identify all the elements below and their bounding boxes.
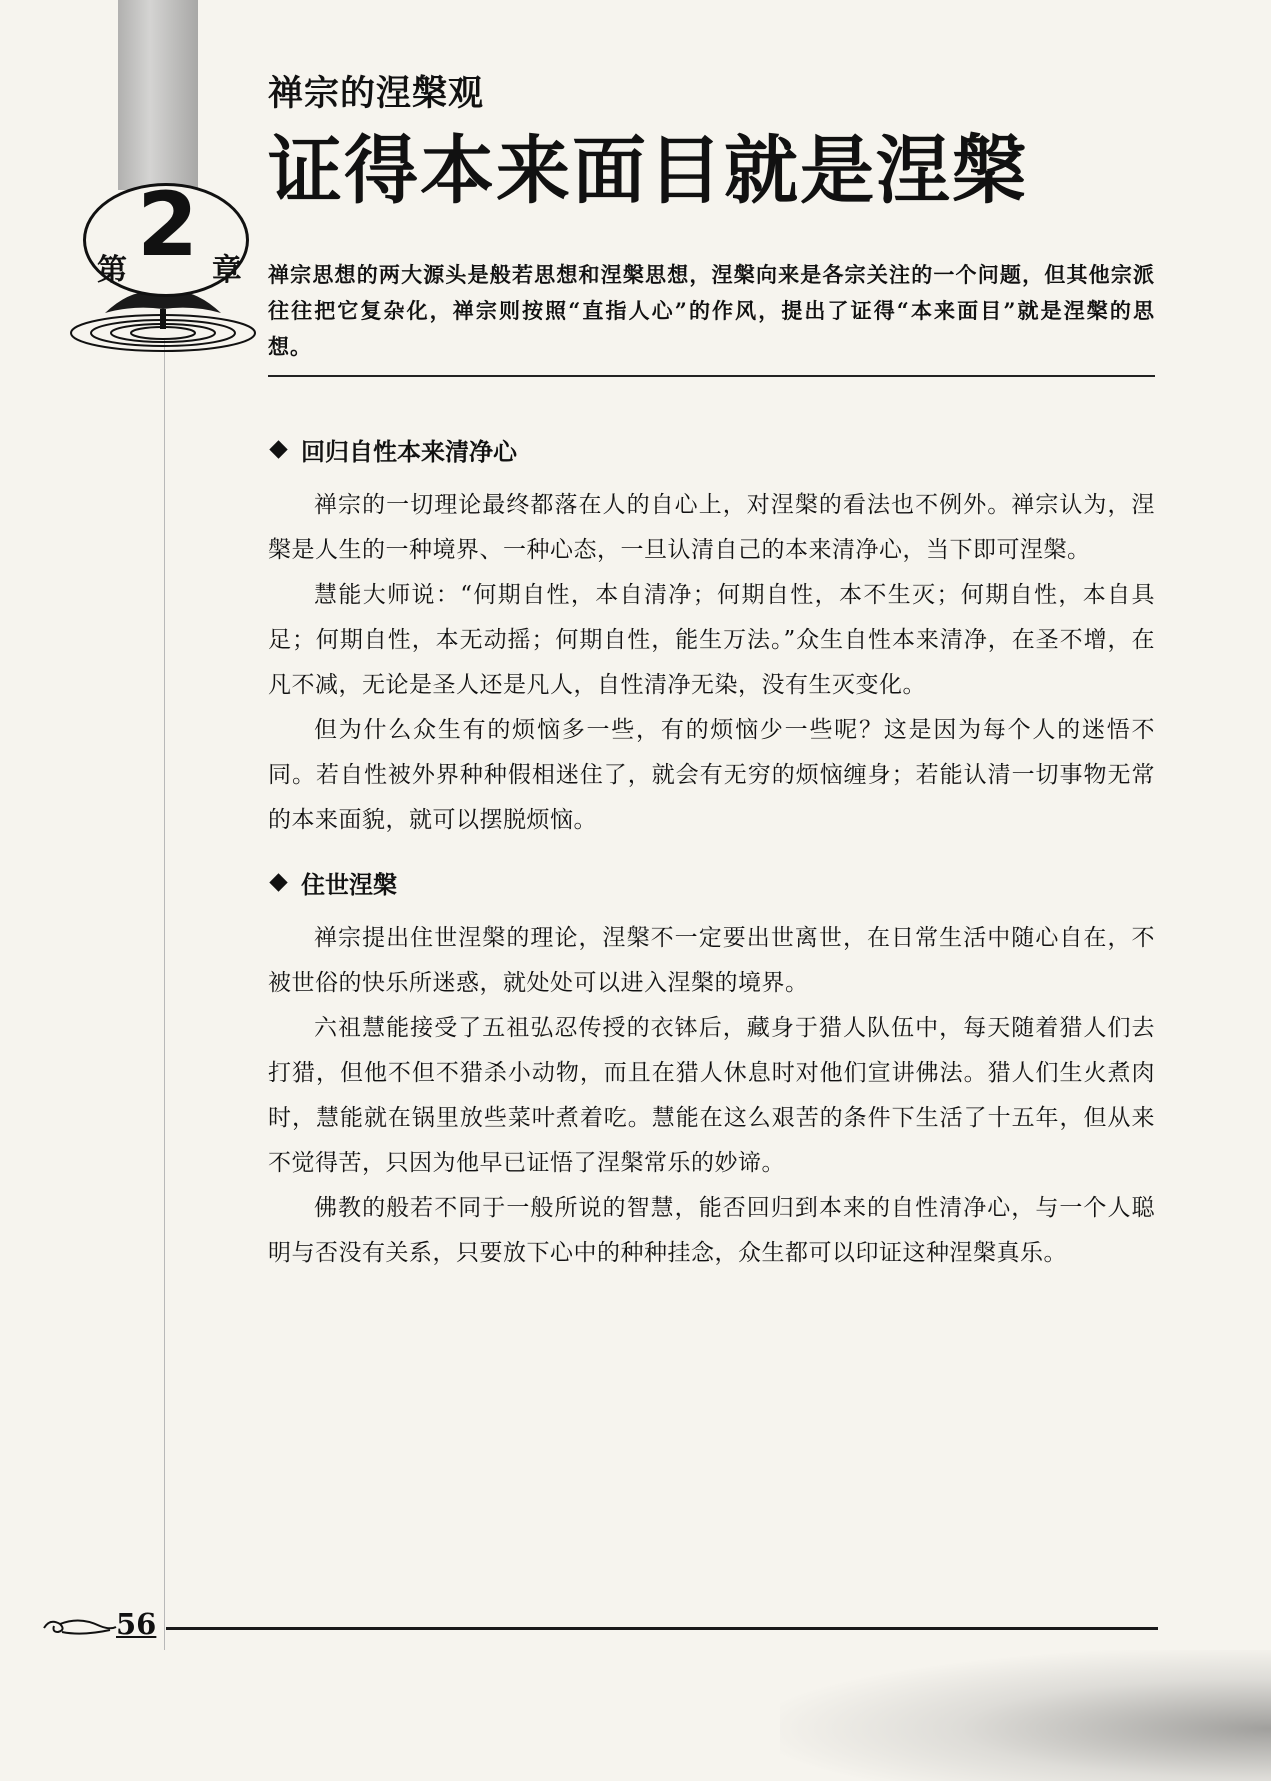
section-heading — [268, 865, 1155, 900]
paragraph: 六祖慧能接受了五祖弘忍传授的衣钵后，藏身于猎人队伍中，每天随着猎人们去打猎，但他不但不猎杀小动物，而且在猎人休息时对他们宣讲佛法。猎人们生火煮肉时，慧能就在锅里放些菜叶煮着吃。慧能在这么艰苦的条件下生活了十五年，但从来不觉得苦，只因为他早已证悟了涅槃常乐的妙谛。 — [268, 1015, 1155, 1176]
body-text — [268, 432, 1155, 1276]
paragraph: 佛教的般若不同于一般所说的智慧，能否回归到本来的自性清净心，与一个人聪明与否没有关系，只要放下心中的种种挂念，众生都可以印证这种涅槃真乐。 — [268, 1195, 1155, 1266]
paragraph: 慧能大师说：“何期自性，本自清净；何期自性，本不生灭；何期自性，本自具足；何期自性，本无动摇；何期自性，能生万法。”众生自性本来清净，在圣不增，在凡不减，无论是圣人还是凡人，自性清净无染，没有生灭变化。 — [268, 582, 1155, 698]
chapter-suffix: 章 — [212, 253, 242, 288]
paragraph: 但为什么众生有的烦恼多一些，有的烦恼少一些呢？这是因为每个人的迷悟不同。若自性被外界种种假相迷住了，就会有无穷的烦恼缠身；若能认清一切事物无常的本来面貌，就可以摆脱烦恼。 — [268, 717, 1155, 833]
chapter-subtitle: 禅宗的涅槃观 — [268, 73, 485, 114]
scan-shadow — [780, 1650, 1271, 1781]
footer-divider — [166, 1627, 1158, 1630]
chapter-title: 证得本来面目就是涅槃 — [268, 128, 1028, 214]
page-number: 56 — [116, 1607, 157, 1641]
section-heading-text: 住世涅槃 — [301, 871, 397, 899]
diamond-bullet-icon — [269, 873, 287, 891]
diamond-bullet-icon — [269, 440, 287, 458]
margin-decoration — [118, 0, 198, 190]
chapter-intro: 禅宗思想的两大源头是般若思想和涅槃思想，涅槃向来是各宗关注的一个问题，但其他宗派往往把它复杂化，禅宗则按照“直指人心”的作风，提出了证得“本来面目”就是涅槃的思想。 — [268, 262, 1155, 359]
intro-divider — [268, 375, 1155, 377]
paragraph: 禅宗的一切理论最终都落在人的自心上，对涅槃的看法也不例外。禅宗认为，涅槃是人生的一种境界、一种心态，一旦认清自己的本来清净心，当下即可涅槃。 — [268, 492, 1155, 563]
section-heading-text: 回归自性本来清净心 — [301, 438, 517, 466]
section-heading — [268, 432, 1155, 467]
chapter-badge — [65, 175, 265, 355]
swirl-ornament-icon — [40, 1612, 120, 1642]
chapter-prefix: 第 — [97, 253, 127, 288]
margin-rule — [164, 340, 165, 1650]
paragraph: 禅宗提出住世涅槃的理论，涅槃不一定要出世离世，在日常生活中随心自在，不被世俗的快乐所迷惑，就处处可以进入涅槃的境界。 — [268, 925, 1155, 996]
chapter-number: 2 — [137, 173, 199, 276]
